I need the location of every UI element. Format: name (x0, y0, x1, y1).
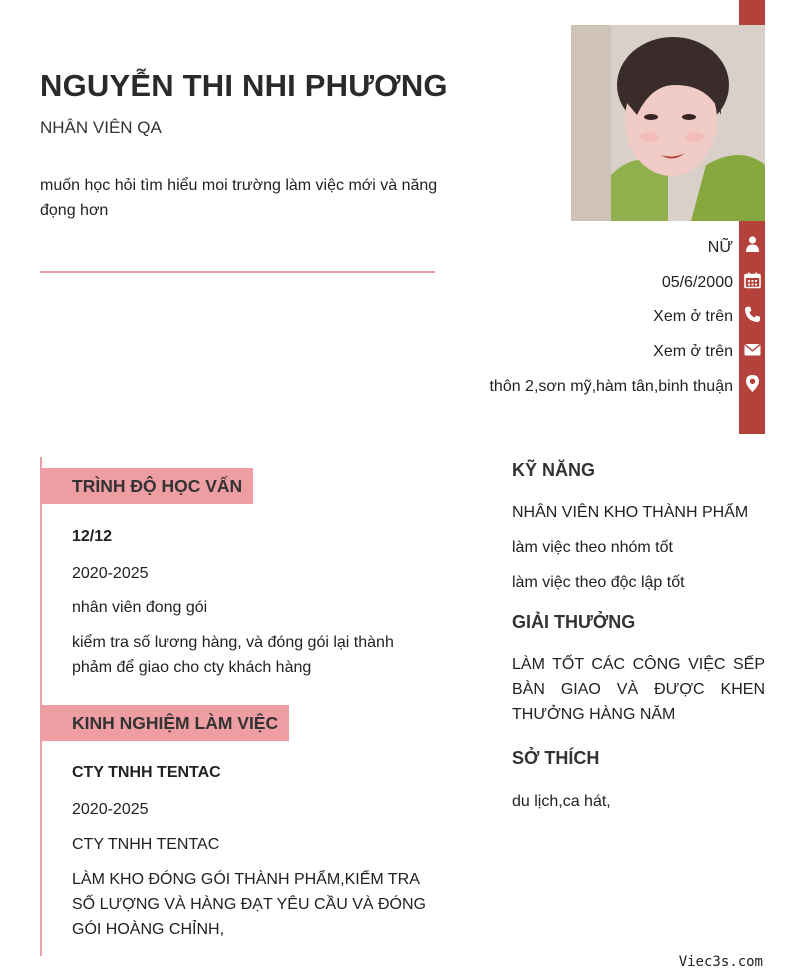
birthdate-value: 05/6/2000 (661, 274, 733, 291)
awards-heading: GIẢI THƯỞNG (512, 612, 636, 632)
skill-item: làm việc theo nhóm tốt (512, 539, 673, 556)
hobbies-text: du lịch,ca hát, (512, 793, 611, 810)
location-pin-icon (743, 374, 762, 393)
experience-heading: KINH NGHIỆM LÀM VIỆC (42, 705, 289, 741)
accent-bar-top (739, 0, 765, 25)
education-description: kiểm tra số lương hàng, và đóng gói lại thành phảm để giao cho cty khách hàng (72, 634, 394, 676)
awards-text: LÀM TỐT CÁC CÔNG VIỆC SẾP BÀN GIAO VÀ ĐƯỢC KHEN THƯỞNG HÀNG NĂM (512, 656, 765, 723)
education-role: nhân viên đong gói (72, 599, 208, 616)
candidate-name: NGUYỄN THI NHI PHƯƠNG (40, 68, 448, 103)
experience-description: LÀM KHO ĐÓNG GÓI THÀNH PHẨM,KIỂM TRA SỐ LƯỢNG VÀ HÀNG ĐẠT YÊU CẦU VÀ ĐÓNG GÓI HOÀNG CHỈNH, (72, 871, 426, 938)
education-degree: 12/12 (72, 528, 113, 545)
mail-icon (743, 340, 762, 359)
profile-photo-illustration (571, 25, 765, 221)
job-title: NHÂN VIÊN QA (40, 118, 162, 137)
email-value: Xem ở trên (653, 343, 733, 360)
skills-heading: KỸ NĂNG (512, 460, 596, 480)
hobbies-heading: SỞ THÍCH (512, 748, 600, 768)
experience-position: CTY TNHH TENTAC (72, 836, 220, 853)
phone-value: Xem ở trên (653, 308, 733, 325)
skill-item: NHÂN VIÊN KHO THÀNH PHẨM (512, 504, 749, 521)
gender-value: NỮ (707, 239, 733, 256)
phone-icon (743, 305, 762, 324)
person-icon (743, 235, 762, 254)
calendar-icon (743, 271, 762, 290)
skill-item: làm việc theo độc lập tốt (512, 574, 685, 591)
address-value: thôn 2,sơn mỹ,hàm tân,binh thuận (489, 378, 733, 395)
education-heading: TRÌNH ĐỘ HỌC VẤN (42, 468, 253, 504)
career-objective: muốn học hỏi tìm hiểu moi trường làm việc mới và năng đọng hơn (40, 177, 438, 219)
header-divider (40, 271, 435, 273)
education-period: 2020-2025 (72, 565, 149, 582)
experience-company: CTY TNHH TENTAC (72, 764, 221, 781)
footer-brand: Viec3s.com (678, 954, 763, 970)
profile-photo (571, 25, 765, 221)
experience-period: 2020-2025 (72, 801, 149, 818)
